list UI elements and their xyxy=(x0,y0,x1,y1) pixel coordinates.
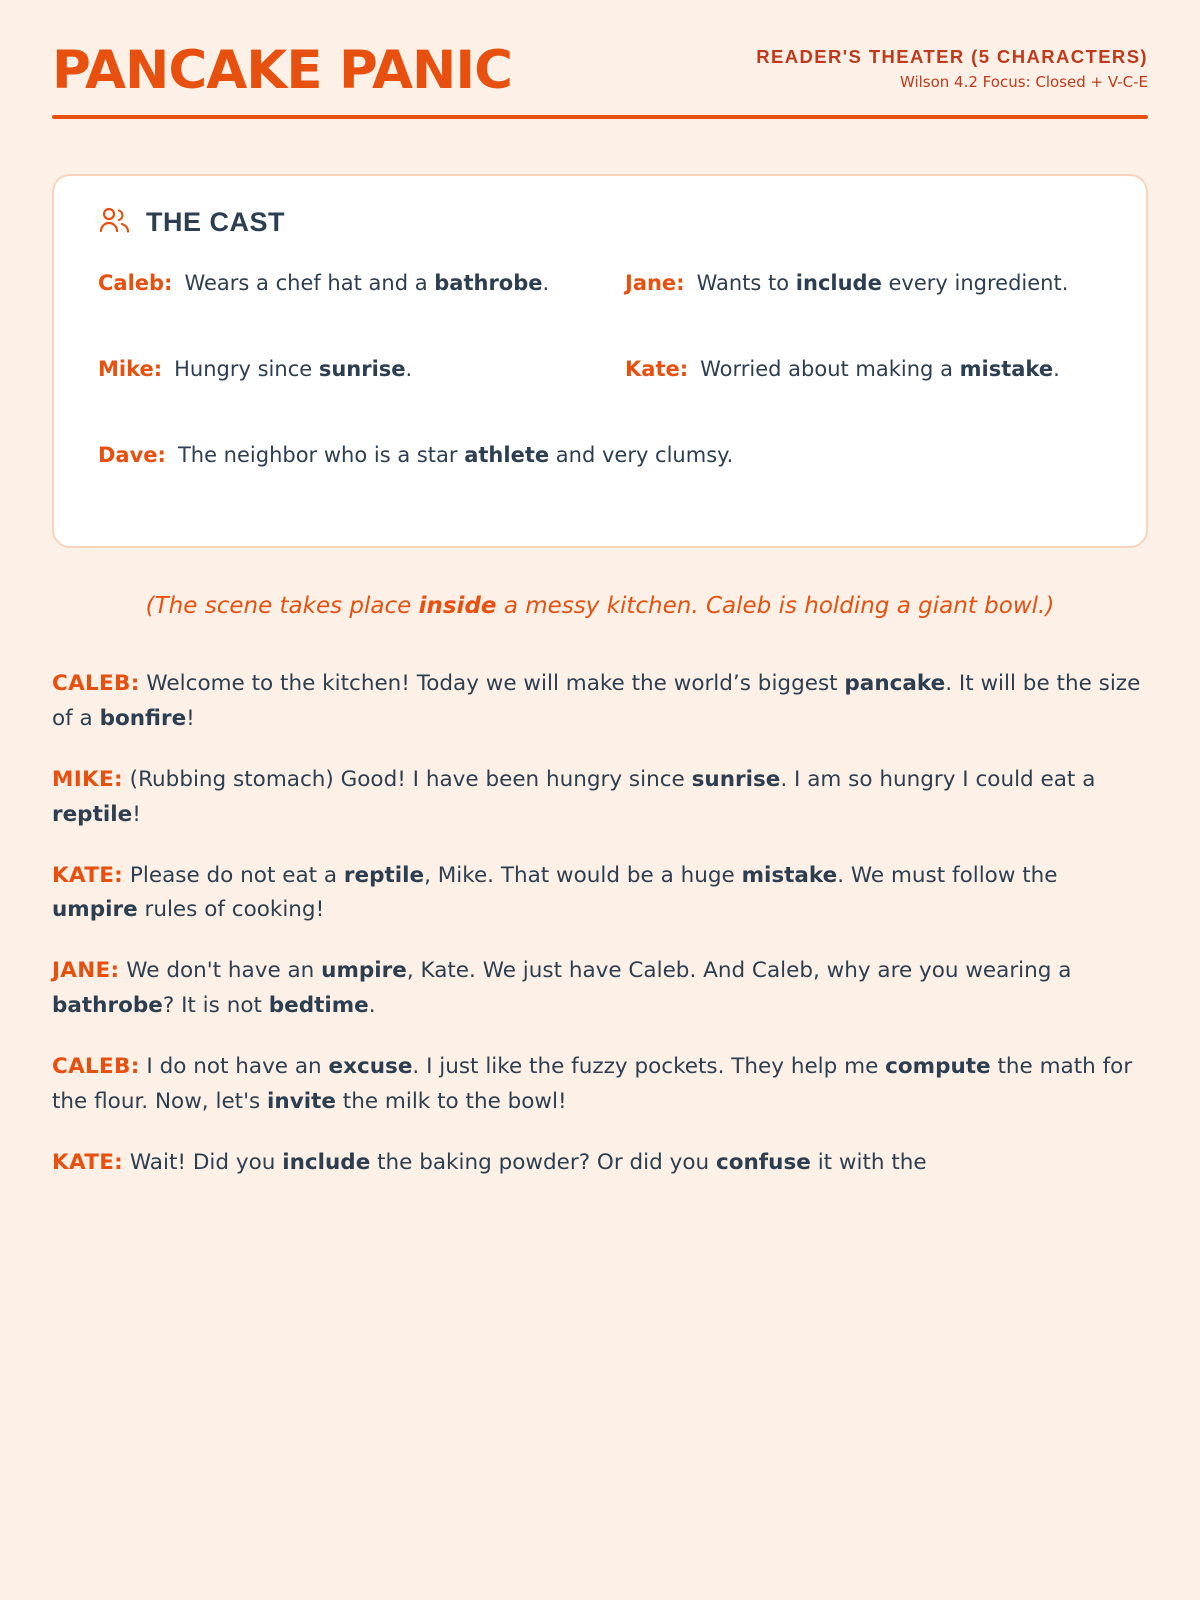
header-subtitle: READER'S THEATER (5 CHARACTERS) xyxy=(756,46,1148,67)
script-line xyxy=(52,1146,1148,1181)
cast-member-desc: Wants to include every ingredient. xyxy=(696,271,1069,295)
cast-member xyxy=(98,254,575,340)
cast-member-name: Kate: xyxy=(625,357,689,381)
script-text: Please do not eat a reptile, Mike. That would be a huge mistake. We must follow the umpire rules of cooking! xyxy=(52,862,1058,923)
cast-heading xyxy=(98,206,1102,238)
stage-direction: (The scene takes place inside a messy kitchen. Caleb is holding a giant bowl.) xyxy=(145,593,1055,619)
cast-member-name: Jane: xyxy=(625,271,685,295)
script-text: Wait! Did you include the baking powder? Or did you confuse it with the xyxy=(123,1149,927,1175)
cast-member-desc: Hungry since sunrise. xyxy=(174,357,413,381)
script-text: We don't have an umpire, Kate. We just have Caleb. And Caleb, why are you wearing a bathrobe? It is not bedtime. xyxy=(52,958,1072,1019)
cast-card xyxy=(52,174,1148,548)
header-divider xyxy=(52,115,1148,119)
script-text: I do not have an excuse. I just like the fuzzy pockets. They help me compute the math for the flour. Now, let's invite the milk to the bowl! xyxy=(52,1053,1133,1114)
cast-member-desc: The neighbor who is a star athlete and very clumsy. xyxy=(177,443,734,467)
people-icon xyxy=(98,206,132,238)
script-line xyxy=(52,667,1148,737)
script-text: Welcome to the kitchen! Today we will make the world’s biggest pancake. It will be the size of a bonfire! xyxy=(52,671,1141,732)
script-body xyxy=(52,667,1148,1180)
script-line xyxy=(52,954,1148,1024)
cast-member xyxy=(98,340,575,426)
script-line xyxy=(52,1050,1148,1120)
script-line xyxy=(52,859,1148,929)
cast-list xyxy=(98,254,1102,512)
cast-member-desc: Worried about making a mistake. xyxy=(700,357,1060,381)
cast-member-name: Dave: xyxy=(98,443,166,467)
header-focus-note: Wilson 4.2 Focus: Closed + V-C-E xyxy=(899,73,1148,91)
document-header xyxy=(52,40,1148,111)
cast-heading-label: THE CAST xyxy=(146,206,285,237)
cast-member xyxy=(625,340,1102,426)
cast-member xyxy=(98,426,1102,512)
script-speaker: JANE: xyxy=(52,958,120,984)
script-speaker: MIKE: xyxy=(52,767,123,792)
script-speaker: CALEB: xyxy=(52,1053,140,1079)
cast-member-name: Mike: xyxy=(98,357,163,381)
script-text: (Rubbing stomach) Good! I have been hungry since sunrise. I am so hungry I could eat a reptile! xyxy=(52,767,1096,827)
script-speaker: CALEB: xyxy=(52,671,140,697)
script-speaker: KATE: xyxy=(52,862,124,888)
script-line xyxy=(52,763,1148,833)
page-title: PANCAKE PANIC xyxy=(52,40,512,101)
cast-member-name: Caleb: xyxy=(98,271,173,295)
cast-member-desc: Wears a chef hat and a bathrobe. xyxy=(184,271,550,295)
script-speaker: KATE: xyxy=(52,1149,124,1175)
cast-member xyxy=(625,254,1102,340)
header-meta xyxy=(756,46,1148,97)
